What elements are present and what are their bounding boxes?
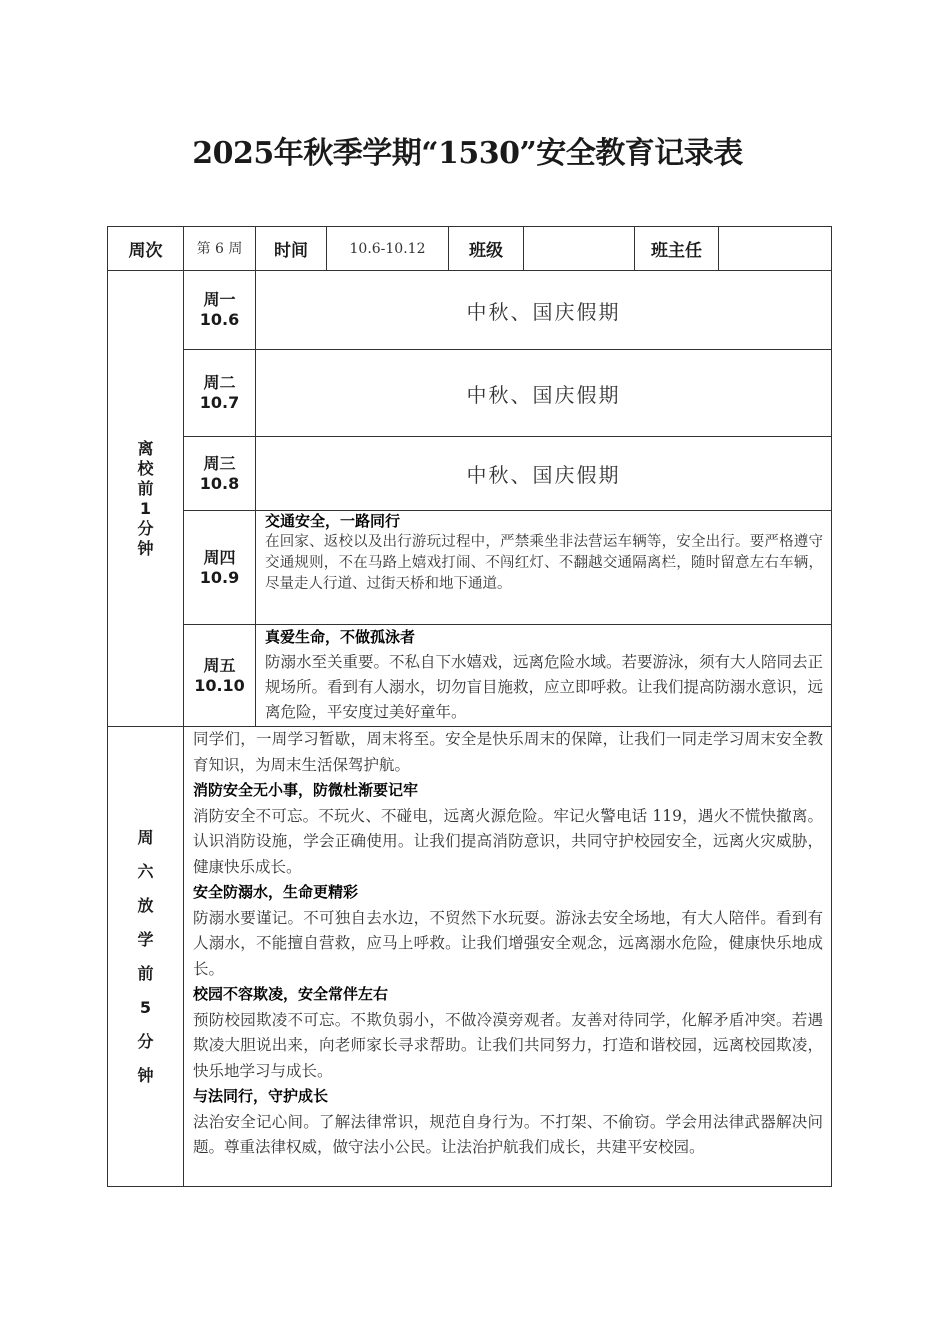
day-topic: 交通安全，一路同行 — [265, 512, 401, 530]
section1-label-char: 分 — [137, 518, 154, 538]
section2-label-char: 周 — [137, 827, 154, 847]
section2-label-char: 前 — [137, 963, 154, 983]
topic-text: 防溺水要谨记。不可独自去水边，不贸然下水玩耍。游泳去安全场地，有大人陪伴。看到有人溺水，不能擅自营救，应马上呼救。让我们增强安全观念，远离溺水危险，健康快乐地成长。 — [193, 908, 823, 978]
weekend-content — [184, 727, 832, 1187]
day-content — [256, 511, 832, 625]
day-label — [184, 625, 256, 727]
teacher-label: 班主任 — [635, 227, 719, 271]
safety-record-table — [107, 226, 832, 1187]
day-text: 防溺水至关重要。不私自下水嬉戏，远离危险水域。若要游泳，须有大人陪同去正规场所。看到有人溺水，切勿盲目施救，应立即呼救。让我们提高防溺水意识，远离危险，平安度过美好童年。 — [265, 653, 824, 721]
topic-text: 消防安全不可忘。不玩火、不碰电，远离火源危险。牢记火警电话 119，遇火不慌快撤离。认识消防设施，学会正确使用。让我们提高消防意识，共同守护校园安全，远离火灾威胁，健康快乐成长。 — [193, 806, 823, 876]
day-date: 10.6 — [199, 310, 240, 329]
teacher-value — [719, 227, 832, 271]
topic-title: 安全防溺水，生命更精彩 — [193, 883, 359, 901]
week-value: 第 6 周 — [184, 227, 256, 271]
section2-label-char: 六 — [137, 861, 154, 881]
topic-title: 与法同行，守护成长 — [193, 1087, 329, 1105]
section2-label-char: 分 — [137, 1031, 154, 1051]
week-label: 周次 — [108, 227, 184, 271]
section2-label-char: 放 — [137, 895, 154, 915]
day-row-fri — [108, 625, 832, 727]
day-name: 周五 — [203, 655, 236, 675]
section2-label — [108, 727, 184, 1187]
day-text: 在回家、返校以及出行游玩过程中，严禁乘坐非法营运车辆等，安全出行。要严格遵守交通规则，不在马路上嬉戏打闹、不闯红灯、不翻越交通隔离栏，随时留意左右车辆，尽量走人行道、过街天桥和地下通道。 — [265, 534, 823, 592]
section2-label-char: 5 — [139, 997, 152, 1017]
day-name: 周四 — [203, 547, 236, 567]
topic-text: 法治安全记心间。了解法律常识，规范自身行为。不打架、不偷窃。学会用法律武器解决问题。尊重法律权威，做守法小公民。让法治护航我们成长，共建平安校园。 — [193, 1112, 823, 1156]
day-date: 10.9 — [199, 567, 240, 587]
day-content: 中秋、国庆假期 — [256, 271, 832, 350]
day-label — [184, 271, 256, 350]
class-label: 班级 — [449, 227, 524, 271]
section1-label-char: 离 — [137, 438, 154, 458]
section1-label-char: 前 — [137, 478, 154, 498]
section1-label — [108, 271, 184, 727]
day-row-thu — [108, 511, 832, 625]
section1-label-char: 1 — [139, 498, 152, 518]
day-content — [256, 625, 832, 727]
day-label — [184, 350, 256, 437]
day-row-tue — [108, 350, 832, 437]
day-name: 周二 — [203, 373, 236, 392]
section2-label-char: 学 — [137, 929, 154, 949]
day-row-mon — [108, 271, 832, 350]
class-value — [524, 227, 635, 271]
day-label — [184, 437, 256, 511]
topic-title: 校园不容欺凌，安全常伴左右 — [193, 985, 389, 1003]
section2-label-char: 钟 — [137, 1065, 154, 1085]
weekend-row — [108, 727, 832, 1187]
section1-label-char: 钟 — [137, 538, 154, 558]
day-row-wed — [108, 437, 832, 511]
page-title: 2025年秋季学期“1530”安全教育记录表 — [192, 136, 743, 171]
day-date: 10.7 — [199, 393, 240, 412]
time-value: 10.6-10.12 — [327, 227, 449, 271]
topic-text: 预防校园欺凌不可忘。不欺负弱小，不做冷漠旁观者。友善对待同学，化解矛盾冲突。若遇欺凌大胆说出来，向老师家长寻求帮助。让我们共同努力，打造和谐校园，远离校园欺凌，快乐地学习与成长。 — [193, 1010, 823, 1080]
topic-title: 消防安全无小事，防微杜渐要记牢 — [193, 781, 419, 799]
day-label — [184, 511, 256, 625]
day-name: 周一 — [203, 290, 236, 309]
time-label: 时间 — [256, 227, 327, 271]
day-topic: 真爱生命，不做孤泳者 — [265, 628, 416, 646]
day-name: 周三 — [203, 453, 236, 473]
weekend-intro: 同学们，一周学习暂歇，周末将至。安全是快乐周末的保障，让我们一同走学习周末安全教育知识，为周末生活保驾护航。 — [193, 730, 823, 774]
day-date: 10.8 — [199, 473, 240, 493]
day-date: 10.10 — [194, 675, 245, 695]
section1-label-char: 校 — [137, 458, 154, 478]
header-row — [108, 227, 832, 271]
day-content: 中秋、国庆假期 — [256, 350, 832, 437]
day-content: 中秋、国庆假期 — [256, 437, 832, 511]
